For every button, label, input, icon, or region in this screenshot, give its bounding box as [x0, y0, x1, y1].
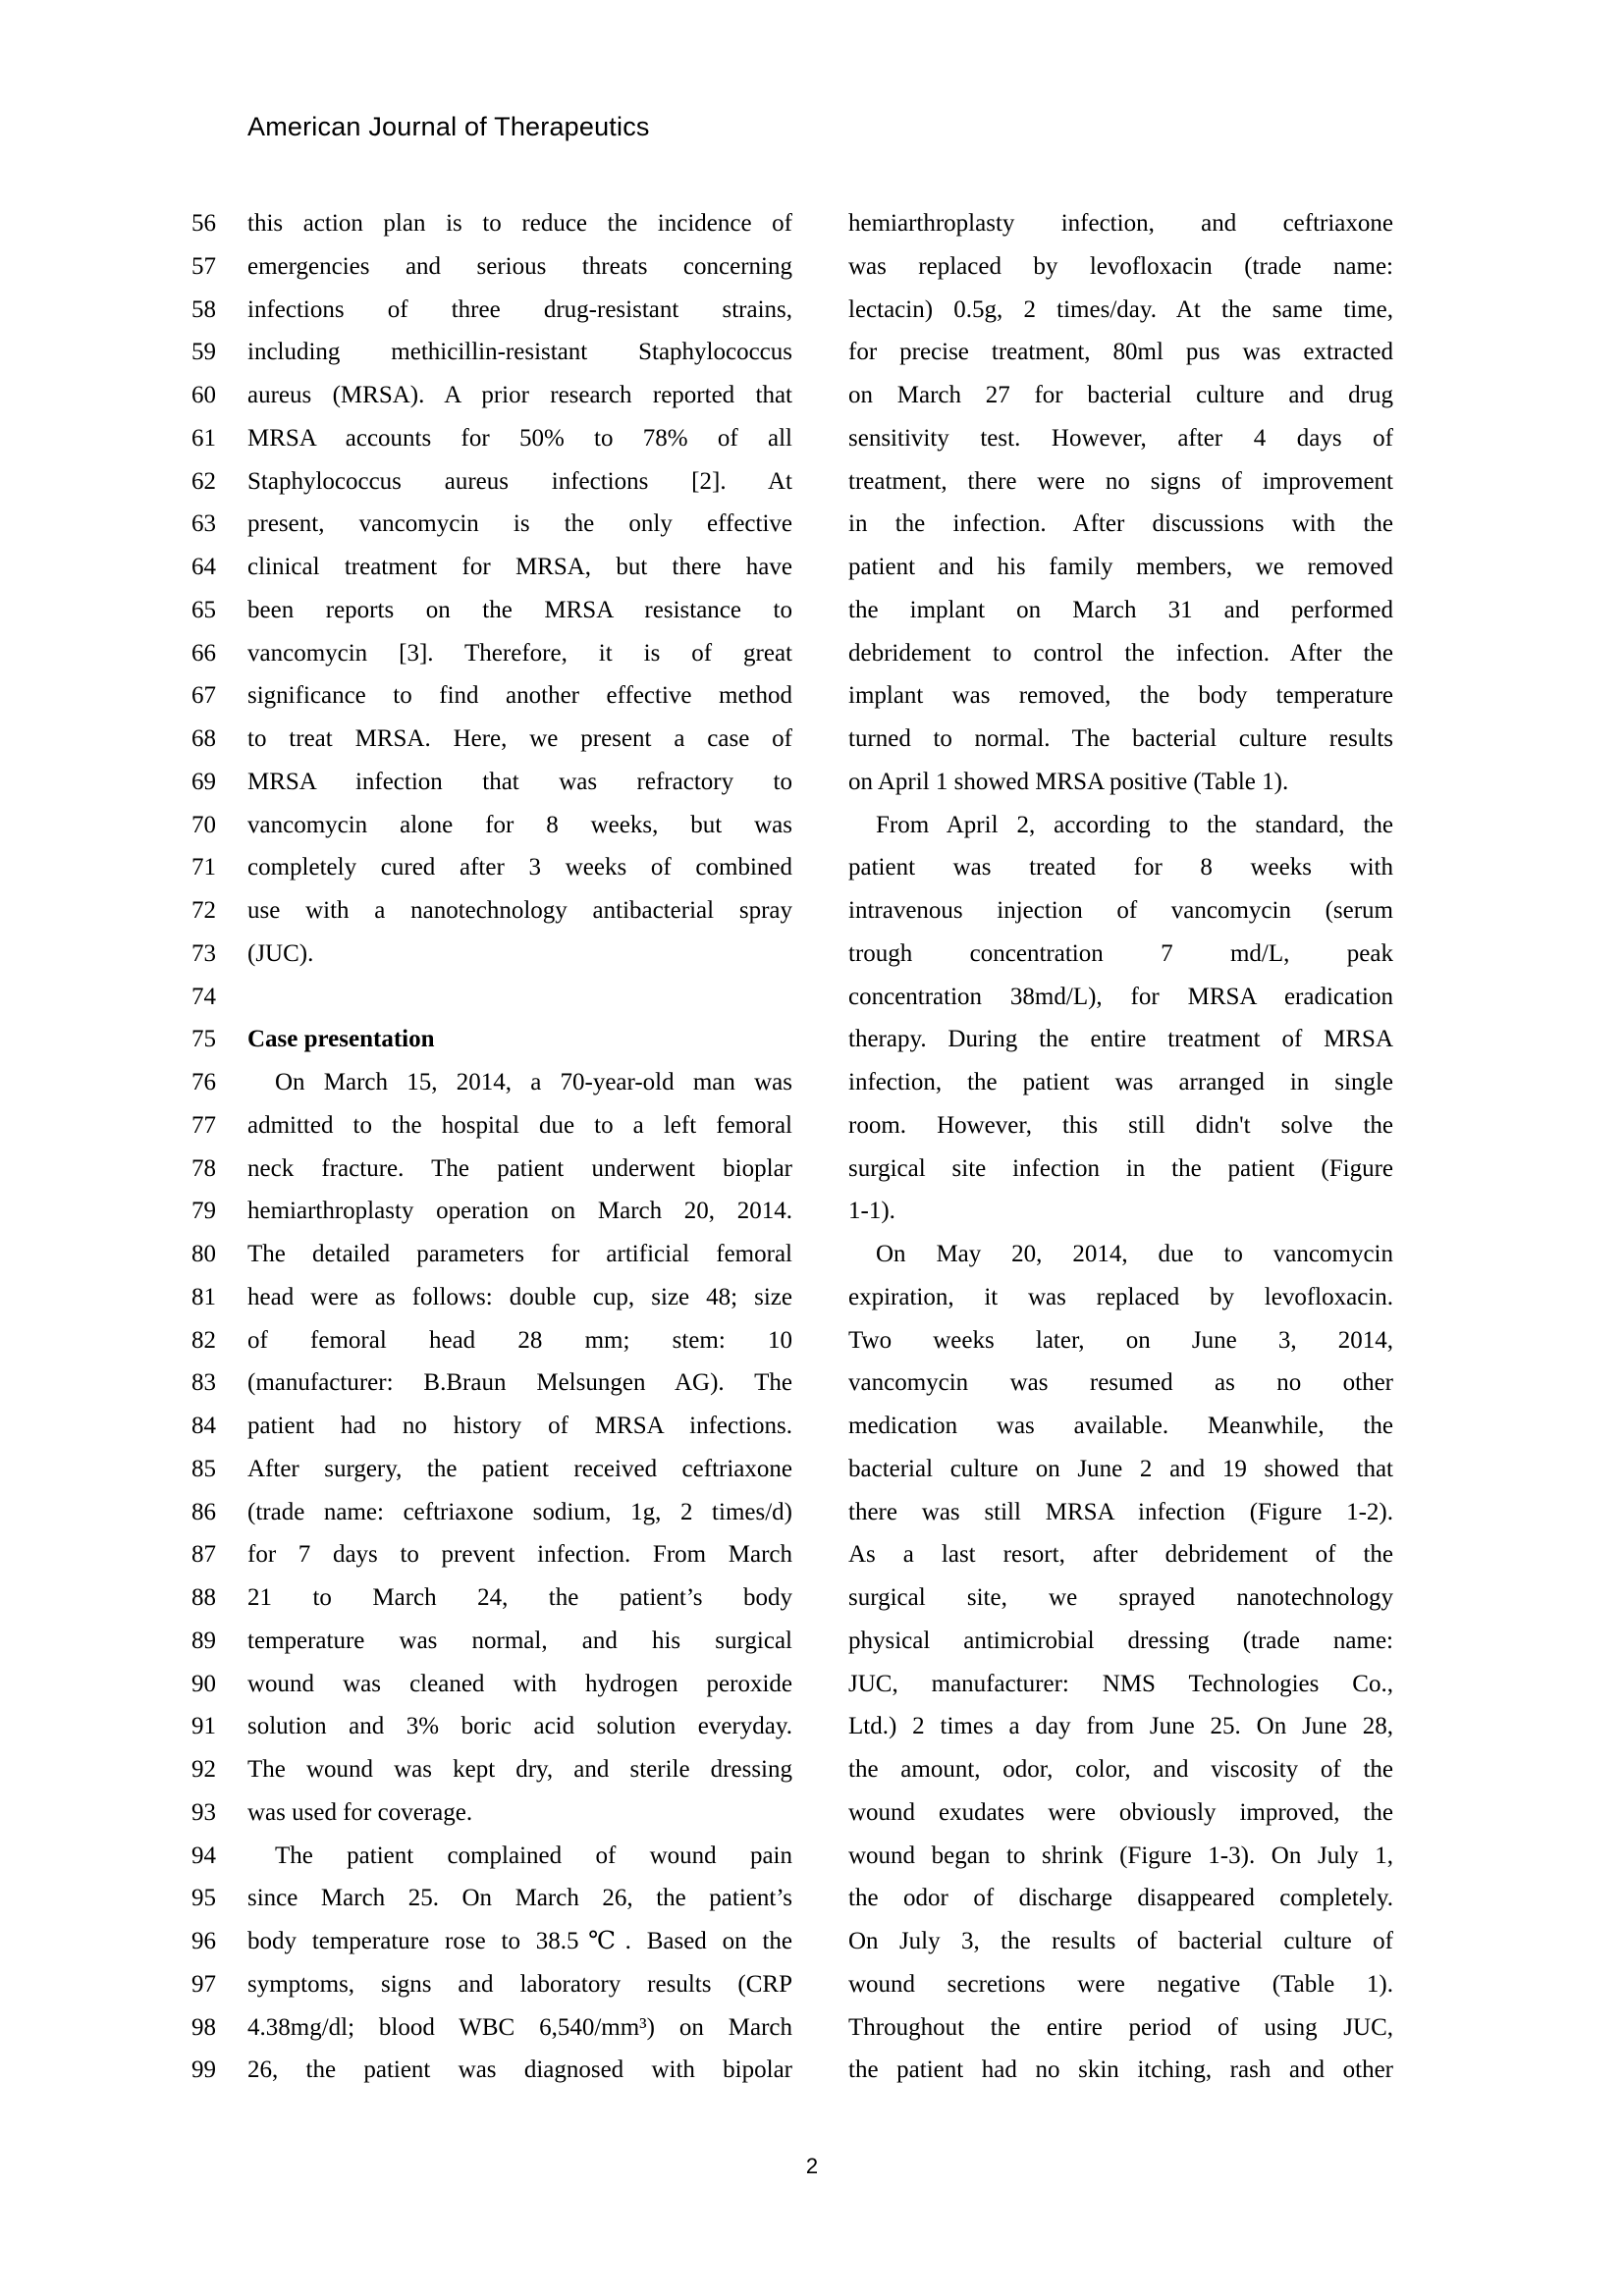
line-number: 80	[191, 1241, 216, 1267]
text-line: use with a nanotechnology antibacterial spray	[247, 897, 792, 924]
text-line: of femoral head 28 mm; stem: 10	[247, 1326, 792, 1354]
text-line: temperature was normal, and his surgical	[247, 1627, 792, 1654]
line-number: 74	[191, 983, 216, 1010]
text-line: admitted to the hospital due to a left femoral	[247, 1111, 792, 1139]
text-line: was replaced by levofloxacin (trade name:	[848, 252, 1393, 280]
line-number: 90	[191, 1670, 216, 1697]
text-line: infections of three drug-resistant strains,	[247, 295, 792, 323]
text-line: aureus (MRSA). A prior research reported that	[247, 382, 792, 408]
text-line: The wound was kept dry, and sterile dressing	[247, 1756, 792, 1783]
line-number: 89	[191, 1627, 216, 1654]
line-number: 95	[191, 1885, 216, 1912]
text-line: MRSA accounts for 50% to 78% of all	[247, 424, 792, 452]
text-line: solution and 3% boric acid solution everyday.	[247, 1713, 792, 1740]
line-number: 68	[191, 725, 216, 752]
text-line: hemiarthroplasty operation on March 20, 2014.	[247, 1198, 792, 1225]
text-line: Ltd.) 2 times a day from June 25. On June 28,	[848, 1713, 1393, 1740]
text-line: turned to normal. The bacterial culture results	[848, 725, 1393, 752]
text-line: head were as follows: double cup, size 48; size	[247, 1283, 792, 1310]
text-line: intravenous injection of vancomycin (serum	[848, 897, 1393, 924]
line-number: 78	[191, 1154, 216, 1182]
text-line: expiration, it was replaced by levofloxacin.	[848, 1283, 1393, 1310]
text-line	[247, 976, 792, 1019]
line-number: 81	[191, 1283, 216, 1310]
text-line: in the infection. After discussions with the	[848, 510, 1393, 538]
text-line: significance to find another effective method	[247, 682, 792, 710]
text-line: sensitivity test. However, after 4 days of	[848, 424, 1393, 452]
text-line: including methicillin-resistant Staphylococcus	[247, 339, 792, 366]
text-line: for precise treatment, 80ml pus was extracted	[848, 339, 1393, 366]
text-line: 26, the patient was diagnosed with bipolar	[247, 2056, 792, 2084]
text-line: to treat MRSA. Here, we present a case of	[247, 725, 792, 752]
text-line: symptoms, signs and laboratory results (CRP	[247, 1970, 792, 1998]
text-line: 21 to March 24, the patient’s body	[247, 1584, 792, 1611]
text-line: concentration 38md/L), for MRSA eradication	[848, 983, 1393, 1010]
text-line: hemiarthroplasty infection, and ceftriaxone	[848, 210, 1393, 237]
line-number: 57	[191, 252, 216, 280]
line-number: 96	[191, 1928, 216, 1954]
line-number: 64	[191, 554, 216, 580]
line-number-gutter	[157, 202, 216, 2092]
line-number: 63	[191, 510, 216, 538]
line-number: 93	[191, 1798, 216, 1826]
line-number: 87	[191, 1541, 216, 1569]
line-number: 98	[191, 2013, 216, 2041]
page-number: 2	[805, 2154, 819, 2178]
text-line: medication was available. Meanwhile, the	[848, 1413, 1393, 1439]
line-number: 91	[191, 1713, 216, 1740]
text-line: present, vancomycin is the only effective	[247, 510, 792, 538]
line-number: 59	[191, 339, 216, 366]
text-line: physical antimicrobial dressing (trade name:	[848, 1627, 1393, 1654]
text-line: surgical site, we sprayed nanotechnology	[848, 1584, 1393, 1611]
line-number: 65	[191, 596, 216, 623]
text-line: wound exudates were obviously improved, the	[848, 1798, 1393, 1826]
text-line: emergencies and serious threats concerning	[247, 252, 792, 280]
text-line: vancomycin alone for 8 weeks, but was	[247, 811, 792, 838]
line-number: 79	[191, 1198, 216, 1225]
text-line: therapy. During the entire treatment of MRSA	[848, 1026, 1393, 1053]
line-number: 66	[191, 639, 216, 667]
journal-title: American Journal of Therapeutics	[247, 112, 650, 141]
text-line: MRSA infection that was refractory to	[247, 768, 792, 795]
text-line: wound began to shrink (Figure 1-3). On July 1,	[848, 1842, 1393, 1869]
text-line: completely cured after 3 weeks of combined	[247, 854, 792, 881]
text-line: wound secretions were negative (Table 1).	[848, 1970, 1393, 1998]
text-line: for 7 days to prevent infection. From March	[247, 1541, 792, 1569]
text-line: clinical treatment for MRSA, but there have	[247, 554, 792, 580]
text-line: treatment, there were no signs of improvement	[848, 467, 1393, 495]
text-line: (JUC).	[247, 939, 314, 967]
text-line: 4.38mg/dl; blood WBC 6,540/mm³) on March	[247, 2013, 792, 2041]
text-line: The detailed parameters for artificial femoral	[247, 1241, 792, 1267]
line-number: 82	[191, 1326, 216, 1354]
line-number: 60	[191, 382, 216, 408]
text-line: As a last resort, after debridement of the	[848, 1541, 1393, 1569]
text-line: Two weeks later, on June 3, 2014,	[848, 1326, 1393, 1354]
text-line: bacterial culture on June 2 and 19 showed that	[848, 1455, 1393, 1482]
text-line: room. However, this still didn't solve the	[848, 1111, 1393, 1139]
text-line: debridement to control the infection. After the	[848, 639, 1393, 667]
text-line: on March 27 for bacterial culture and drug	[848, 382, 1393, 408]
text-line: the patient had no skin itching, rash and other	[848, 2056, 1393, 2084]
line-number: 94	[191, 1842, 216, 1869]
text-line: trough concentration 7 md/L, peak	[848, 939, 1393, 967]
text-line: wound was cleaned with hydrogen peroxide	[247, 1670, 792, 1697]
line-number: 67	[191, 682, 216, 710]
text-line: From April 2, according to the standard, the	[876, 811, 1393, 838]
text-line: (manufacturer: B.Braun Melsungen AG). The	[247, 1369, 792, 1397]
line-number: 83	[191, 1369, 216, 1397]
line-number: 73	[191, 939, 216, 967]
right-text-column	[848, 202, 1393, 2092]
text-line: JUC, manufacturer: NMS Technologies Co.,	[848, 1670, 1393, 1697]
text-line: Throughout the entire period of using JUC,	[848, 2013, 1393, 2041]
line-number: 76	[191, 1069, 216, 1095]
text-line: there was still MRSA infection (Figure 1-2).	[848, 1498, 1393, 1525]
text-line: 1-1).	[848, 1198, 895, 1225]
line-number: 97	[191, 1970, 216, 1998]
line-number: 70	[191, 811, 216, 838]
line-number: 58	[191, 295, 216, 323]
text-line: infection, the patient was arranged in single	[848, 1069, 1393, 1095]
text-line: Staphylococcus aureus infections [2]. At	[247, 467, 792, 495]
line-number: 75	[191, 1026, 216, 1053]
text-line: the odor of discharge disappeared completely.	[848, 1885, 1393, 1912]
line-number: 99	[191, 2056, 216, 2084]
text-line: the implant on March 31 and performed	[848, 596, 1393, 623]
text-line: On July 3, the results of bacterial culture of	[848, 1928, 1393, 1954]
line-number: 62	[191, 467, 216, 495]
text-line: implant was removed, the body temperature	[848, 682, 1393, 710]
line-number: 85	[191, 1455, 216, 1482]
text-line: On May 20, 2014, due to vancomycin	[876, 1241, 1393, 1267]
text-line: patient was treated for 8 weeks with	[848, 854, 1393, 881]
left-text-column	[247, 202, 792, 2092]
text-line: (trade name: ceftriaxone sodium, 1g, 2 times/d)	[247, 1498, 792, 1525]
text-line: on April 1 showed MRSA positive (Table 1).	[848, 768, 1289, 795]
text-line: On March 15, 2014, a 70-year-old man was	[275, 1069, 792, 1095]
text-line: vancomycin was resumed as no other	[848, 1369, 1393, 1397]
line-number: 92	[191, 1756, 216, 1783]
line-number: 86	[191, 1498, 216, 1525]
text-line: vancomycin [3]. Therefore, it is of great	[247, 639, 792, 667]
text-line: since March 25. On March 26, the patient’s	[247, 1885, 792, 1912]
text-line: body temperature rose to 38.5℃. Based on the	[247, 1928, 792, 1954]
line-number: 88	[191, 1584, 216, 1611]
line-number: 69	[191, 768, 216, 795]
section-heading: Case presentation	[247, 1026, 435, 1053]
line-number: 61	[191, 424, 216, 452]
text-line: The patient complained of wound pain	[275, 1842, 792, 1869]
text-line: After surgery, the patient received ceftriaxone	[247, 1455, 792, 1482]
text-line: surgical site infection in the patient (Figure	[848, 1154, 1393, 1182]
text-line: was used for coverage.	[247, 1798, 473, 1826]
text-line: patient and his family members, we removed	[848, 554, 1393, 580]
text-line: lectacin) 0.5g, 2 times/day. At the same time,	[848, 295, 1393, 323]
text-line: been reports on the MRSA resistance to	[247, 596, 792, 623]
line-number: 71	[191, 854, 216, 881]
text-line: patient had no history of MRSA infections.	[247, 1413, 792, 1439]
text-line: neck fracture. The patient underwent bioplar	[247, 1154, 792, 1182]
line-number: 77	[191, 1111, 216, 1139]
text-line: the amount, odor, color, and viscosity of the	[848, 1756, 1393, 1783]
line-number: 72	[191, 897, 216, 924]
text-line: this action plan is to reduce the incidence of	[247, 210, 792, 237]
line-number: 56	[191, 210, 216, 237]
line-number: 84	[191, 1413, 216, 1439]
